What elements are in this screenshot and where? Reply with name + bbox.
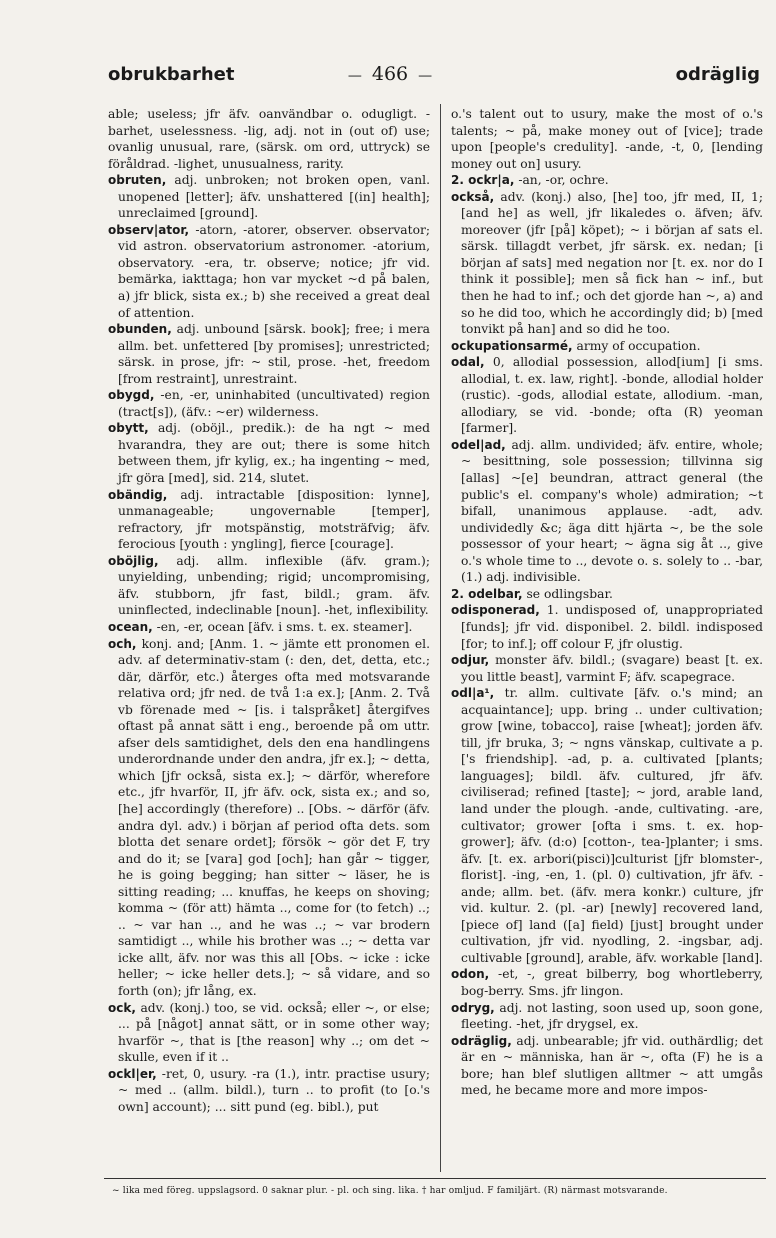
dictionary-entry bbox=[451, 354, 763, 437]
entry-headword: 2. ockr|a, bbox=[451, 173, 515, 188]
entry-definition: konj. and; [Anm. 1. ~ jämte ett pronomen el. adv. af determinativ-stam (: den, det, detta, etc.; där, därför, etc.) återges ofta med motsvarande relativa ord; jfr ned. de två 1:a ex.]; [Anm. 2. Två vb förenade med ~ [is. i talspråket] återgifves oftast på annat sätt i eng., beroende på om uttr. afser dels samtidighet, dels den ena handlingens underordnande under den andra, jfr ex.]; ~ detta, which [jfr också, sista ex.]; ~ därför, wherefore etc., jfr hvarför, II, jfr äfv. ock, sista ex.; and so, [he] accordingly (therefore) .. [Obs. ~ därför (äfv. andra dyl. adv.) i början af period ofta dets. som blotta det senare ordet]; försök ~ gör det F, try and do it; se [vara] god [och]; han går ~ tigger, he is going begging; han sitter ~ läser, he is sitting reading; ... knuffas, he keeps on shoving; komma ~ (för att) hämta .., come for (to fetch) ..; .. ~ var han .., and he was ..; ~ var brodern samtidigt .., while his brother was ..; ~ detta var icke allt, äfv. nor was this all [Obs. ~ icke : icke heller; ~ icke heller dets.]; ~ så vidare, and so forth (on); jfr lång, ex. bbox=[118, 636, 430, 998]
entry-definition: able; useless; jfr äfv. oanvändbar o. odugligt. -barhet, uselessness. -lig, adj. not in (out of) use; ovanlig unusual, rare, (särsk. om ord, uttryck) se föråldrad. -lighet, unusualness, rarity. bbox=[108, 107, 430, 171]
entry-headword: obunden, bbox=[108, 322, 172, 337]
entry-headword: och, bbox=[108, 636, 137, 651]
entry-definition: army of occupation. bbox=[576, 338, 701, 353]
footer-rule bbox=[104, 1178, 766, 1179]
dictionary-entry bbox=[451, 172, 763, 189]
entry-headword: odräglig, bbox=[451, 1033, 512, 1048]
entry-headword: ockl|er, bbox=[108, 1066, 157, 1081]
dictionary-entry bbox=[451, 586, 763, 603]
dictionary-entry bbox=[451, 966, 763, 999]
right-column bbox=[451, 106, 763, 1172]
dictionary-entry bbox=[451, 106, 763, 172]
dictionary-entry bbox=[108, 420, 430, 486]
dictionary-entry bbox=[108, 387, 430, 420]
entry-definition: adj. not lasting, soon used up, soon gone, fleeting. -het, jfr drygsel, ex. bbox=[461, 1000, 763, 1032]
right-running-headword: odräglig bbox=[675, 64, 760, 85]
entry-definition: adj. (oböjl., predik.): de ha ngt ~ med hvarandra, they are out; there is some hitch between them, jfr kylig, ex.; ha ingenting ~ med, jfr göra [med], sid. 214, slutet. bbox=[118, 421, 430, 486]
dictionary-entry bbox=[451, 437, 763, 586]
entry-definition: monster äfv. bildl.; (svagare) beast [t. ex. you little beast], varmint F; äfv. scapegrace. bbox=[461, 653, 763, 684]
dictionary-entry bbox=[108, 172, 430, 222]
entry-headword: observ|ator, bbox=[108, 222, 190, 237]
entry-definition: -an, -or, ochre. bbox=[518, 173, 609, 188]
entry-headword: obytt, bbox=[108, 421, 149, 436]
dictionary-entry bbox=[451, 652, 763, 685]
abbreviation-footer: ~ lika med föreg. uppslagsord. 0 saknar plur. - pl. och sing. lika. † har omljud. F familjärt. (R) närmast motsvarande. bbox=[112, 1186, 668, 1196]
entry-definition: -atorn, -atorer, observer. observator; vid astron. observatorium astronomer. -atorium, observatory. -era, tr. observe; notice; jfr vid. bemärka, iakttaga; hon var mycket ~d på balen, a) jfr blick, sista ex.; b) she received a great deal of attention. bbox=[118, 222, 430, 320]
entry-headword: odon, bbox=[451, 967, 490, 982]
entry-definition: 1. undisposed of, unappropriated [funds]; jfr vid. disponibel. 2. bildl. indisposed [for; to inf.]; off colour F, jfr olustig. bbox=[461, 603, 763, 651]
entry-headword: ockupationsarmé, bbox=[451, 338, 573, 353]
dictionary-entry bbox=[451, 1033, 763, 1099]
entry-definition: adv. (konj.) too, se vid. också; eller ~, or else; ... på [något] annat sätt, or in some other way; hvarför ~, that is [the reason] why ..; om det ~ skulle, even if it .. bbox=[118, 1000, 430, 1065]
dictionary-entry bbox=[108, 1000, 430, 1066]
entry-definition: -en, -er, uninhabited (uncultivated) region (tract[s]), (äfv.: ~er) wilderness. bbox=[118, 388, 430, 419]
entry-definition: adj. unbearable; jfr vid. outhärdlig; det är en ~ människa, han är ~, ofta (F) he is a bore; han blef slutligen alltmer ~ att umgås med, he became more and more impos- bbox=[461, 1033, 763, 1098]
entry-definition: adj. intractable [disposition: lynne], unmanageable; ungovernable [temper], refractory, jfr motspänstig, motsträfvig; äfv. ferocious [youth : yngling], fierce [courage]. bbox=[118, 487, 430, 552]
entry-definition: -ret, 0, usury. -ra (1.), intr. practise usury; ~ med .. (allm. bildl.), turn .. to profit (to [o.'s own] account); ... sitt pund (eg. bibl.), put bbox=[118, 1066, 430, 1114]
entry-headword: odel|ad, bbox=[451, 437, 506, 452]
entry-definition: adv. (konj.) also, [he] too, jfr med, II, 1; [and he] as well, jfr likaledes o. äfven; äfv. moreover (jfr [på] köpet); ~ i början af sats el. särsk. tillagdt verbet, jfr särsk. ex. nedan; [i början af sats] med negation nor [t. ex. nor do I think it possible]; men så fick han ~ inf., but then he had to inf.; och det gjorde han ~, a) and so he did too, which he accordingly did; b) [med tonvikt på han] and so did he too. bbox=[461, 189, 763, 337]
entry-headword: 2. odelbar, bbox=[451, 586, 523, 601]
entry-headword: odal, bbox=[451, 355, 485, 370]
dictionary-entry bbox=[451, 338, 763, 355]
dictionary-entry bbox=[451, 685, 763, 966]
entry-definition: -et, -, great bilberry, bog whortleberry, bog-berry. Sms. jfr lingon. bbox=[461, 967, 763, 998]
entry-headword: odl|a¹, bbox=[451, 686, 495, 701]
column-divider bbox=[440, 104, 441, 1172]
dictionary-entry bbox=[108, 106, 430, 172]
dictionary-entry bbox=[108, 321, 430, 387]
entry-headword: odryg, bbox=[451, 1000, 495, 1015]
left-running-headword: obrukbarhet bbox=[108, 64, 235, 85]
entry-headword: obruten, bbox=[108, 173, 167, 188]
entry-definition: -en, -er, ocean [äfv. i sms. t. ex. steamer]. bbox=[156, 619, 413, 634]
page-header bbox=[0, 64, 776, 94]
entry-definition: adj. unbroken; not broken open, vanl. unopened [letter]; äfv. unshattered [(in] health]; unreclaimed [ground]. bbox=[118, 173, 430, 221]
dictionary-entry bbox=[108, 1066, 430, 1116]
entry-definition: adj. allm. undivided; äfv. entire, whole; ~ besittning, sole possession; tillvinna sig [allas] ~[e] beundran, attract general (the public's el. company's whole) admiration; ~t bifall, unanimous applause. -adt, adv. undividedly &c; äga ditt hjärta ~, be the sole possessor of your heart; ~ ägna sig åt .., give o.'s whole time to .., devote o. s. solely to .. -bar, (1.) adj. indivisible. bbox=[461, 437, 763, 585]
entry-headword: också, bbox=[451, 189, 495, 204]
entry-definition: tr. allm. cultivate [äfv. o.'s mind; an acquaintance]; upp. bring .. under cultivation; grow [wine, tobacco], raise [wheat]; jorden äfv. till, jfr bruka, 3; ~ ngns vänskap, cultivate a p.['s friendship]. -ad, p. a. cultivated [plants; languages]; bildl. äfv. cultured, jfr äfv. civiliserad; refined [taste]; ~ jord, arable land, land under the plough. -ande, cultivating. -are, cultivator; grower [ofta i sms. t. ex. hop-grower]; äfv. (d:o) [cotton-, tea-]planter; i sms. äfv. [t. ex. arbori(pisci)]culturist [jfr blomster-, florist]. -ing, -en, 1. (pl. 0) cultivation, jfr äfv. -ande; allm. bet. (äfv. mera konkr.) culture, jfr vid. kultur. 2. (pl. -ar) [newly] recovered land, [piece of] land ([a] field) [just] brought under cultivation, jfr vid. nyodling, 2. -ingsbar, adj. cultivable [ground], arable, äfv. workable [land]. bbox=[461, 686, 763, 965]
entry-definition: adj. allm. inflexible (äfv. gram.); unyielding, unbending; rigid; uncompromising, äfv. stubborn, jfr fast, bildl.; gram. äfv. uninflected, indeclinable [noun]. -het, inflexibility. bbox=[118, 553, 430, 618]
entry-definition: o.'s talent out to usury, make the most of o.'s talents; ~ på, make money out of [vice]; trade upon [people's credulity]. -ande, -t, 0, [lending money out on] usury. bbox=[451, 107, 763, 171]
dictionary-entry bbox=[451, 1000, 763, 1033]
entry-headword: odjur, bbox=[451, 653, 490, 668]
dictionary-entry bbox=[108, 487, 430, 553]
entry-headword: ock, bbox=[108, 1000, 136, 1015]
dictionary-entry bbox=[108, 222, 430, 321]
left-column bbox=[108, 106, 430, 1172]
dictionary-entry bbox=[108, 619, 430, 636]
entry-headword: obygd, bbox=[108, 388, 155, 403]
entry-headword: oböjlig, bbox=[108, 553, 159, 568]
dictionary-entry bbox=[108, 553, 430, 619]
entry-definition: 0, allodial possession, allod[ium] [i sms. allodial, t. ex. law, right]. -bonde, allodial holder (rustic). -gods, allodial estate, allodium. -man, allodiary, se vid. -bonde; ofta (R) yeoman [farmer]. bbox=[461, 355, 763, 436]
entry-headword: odisponerad, bbox=[451, 603, 540, 618]
page-number: — 466 — bbox=[338, 63, 442, 85]
dictionary-entry bbox=[108, 636, 430, 1000]
dictionary-entry bbox=[451, 602, 763, 652]
entry-headword: ocean, bbox=[108, 619, 153, 634]
entry-headword: obändig, bbox=[108, 487, 168, 502]
entry-definition: se odlingsbar. bbox=[526, 586, 613, 601]
entry-definition: adj. unbound [särsk. book]; free; i mera allm. bet. unfettered [by promises]; unrestricted; särsk. in prose, jfr: ~ stil, prose. -het, freedom [from restraint], unrestraint. bbox=[118, 322, 430, 386]
dictionary-entry bbox=[451, 189, 763, 338]
